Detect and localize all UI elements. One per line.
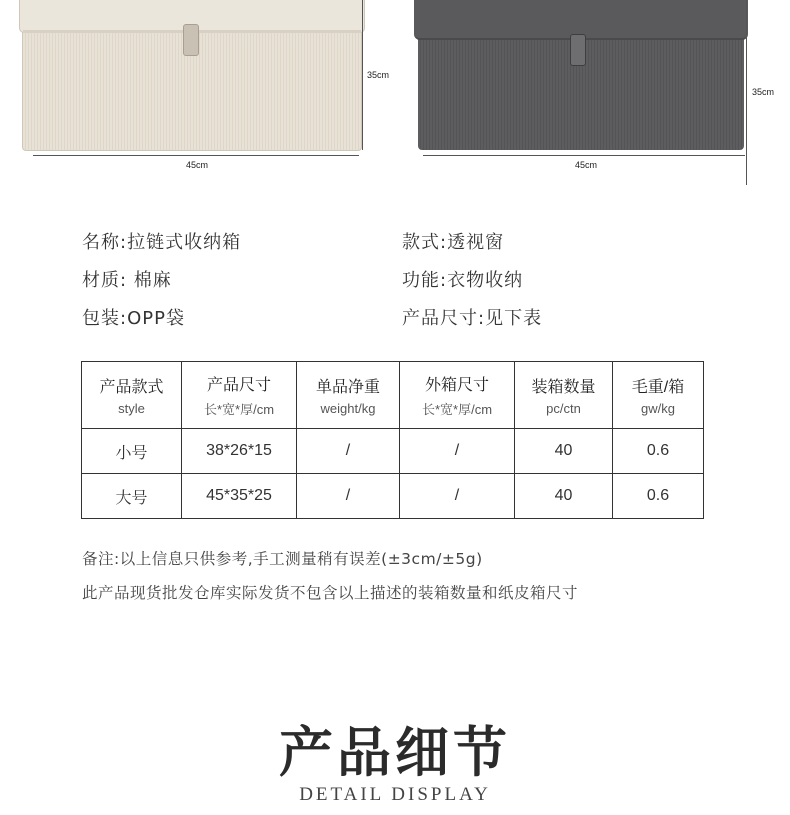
- cell-quantity: 40: [515, 429, 613, 474]
- info-name: 名称:拉链式收纳箱: [82, 232, 242, 253]
- cell-style: 小号: [82, 429, 182, 474]
- header-style: 产品款式 style: [82, 362, 182, 429]
- grey-storage-box-image: [418, 0, 744, 150]
- info-style: 款式:透视窗: [402, 232, 505, 253]
- info-material: 材质: 棉麻: [82, 270, 172, 291]
- width-dimension-line: [423, 155, 745, 156]
- cell-quantity: 40: [515, 474, 613, 519]
- cell-weight: /: [297, 474, 400, 519]
- height-label: 35cm: [752, 87, 775, 97]
- cell-gross-weight: 0.6: [613, 429, 704, 474]
- table-header-row: [82, 362, 704, 429]
- info-packaging: 包装:OPP袋: [82, 308, 185, 329]
- header-carton-size: 外箱尺寸 长*宽*厚/cm: [400, 362, 515, 429]
- info-function: 功能:衣物收纳: [402, 270, 524, 291]
- note-line-1: 备注:以上信息只供参考,手工测量稍有误差(±3cm/±5g): [82, 550, 483, 568]
- header-weight: 单品净重 weight/kg: [297, 362, 400, 429]
- height-dimension-line: [746, 0, 747, 185]
- cell-style: 大号: [82, 474, 182, 519]
- note-line-2: 此产品现货批发仓库实际发货不包含以上描述的装箱数量和纸皮箱尺寸: [82, 584, 579, 602]
- header-quantity: 装箱数量 pc/ctn: [515, 362, 613, 429]
- section-title-en: DETAIL DISPLAY: [299, 784, 491, 805]
- zipper-pull-icon: [183, 24, 199, 56]
- width-label: 45cm: [186, 160, 209, 170]
- table-row: [82, 429, 704, 474]
- cell-weight: /: [297, 429, 400, 474]
- width-dimension-line: [33, 155, 359, 156]
- beige-storage-box-image: [22, 0, 362, 151]
- header-size: 产品尺寸 长*宽*厚/cm: [182, 362, 297, 429]
- info-size: 产品尺寸:见下表: [402, 308, 543, 329]
- cell-carton-size: /: [400, 429, 515, 474]
- cell-size: 38*26*15: [182, 429, 297, 474]
- cell-carton-size: /: [400, 474, 515, 519]
- height-label: 35cm: [367, 70, 390, 80]
- width-label: 45cm: [575, 160, 598, 170]
- section-title-cn: 产品细节: [279, 720, 511, 784]
- spec-table: [81, 361, 704, 519]
- header-gross-weight: 毛重/箱 gw/kg: [613, 362, 704, 429]
- table-row: [82, 474, 704, 519]
- cell-size: 45*35*25: [182, 474, 297, 519]
- zipper-pull-icon: [570, 34, 586, 66]
- height-dimension-line: [362, 0, 363, 150]
- cell-gross-weight: 0.6: [613, 474, 704, 519]
